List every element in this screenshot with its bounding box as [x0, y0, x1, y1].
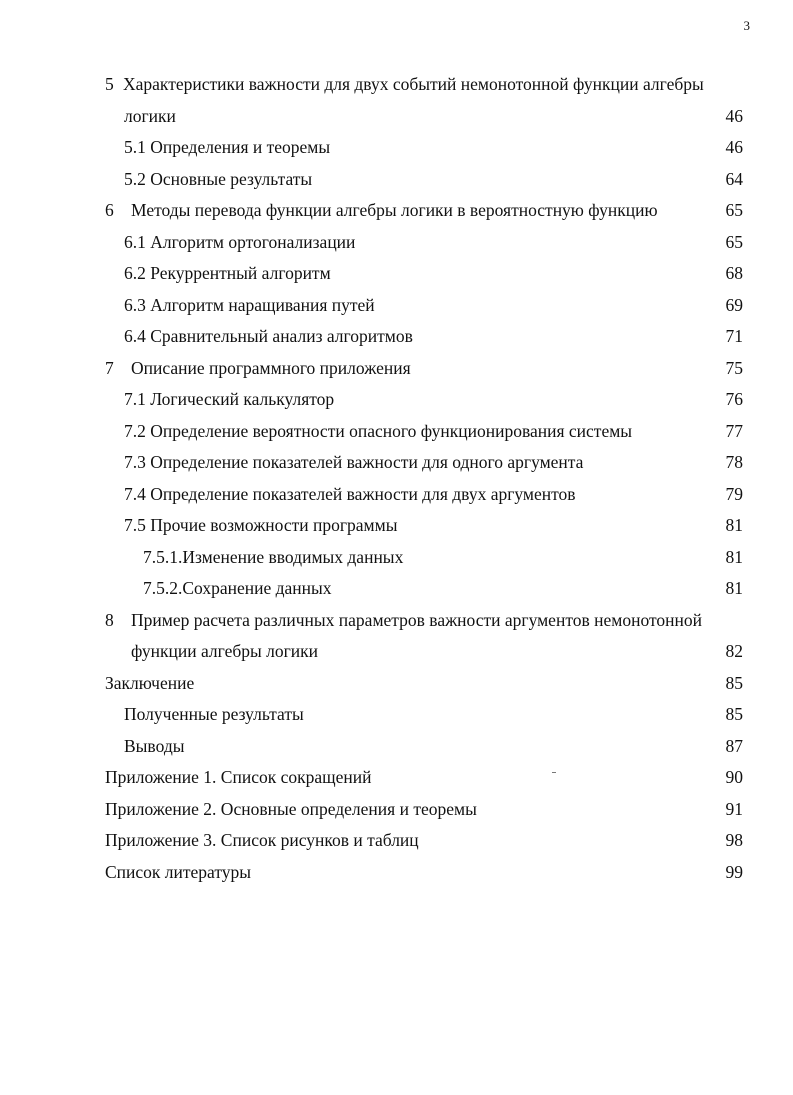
toc-entry-title: функции алгебры логики: [131, 641, 319, 661]
toc-entry-appendix-1: [0, 763, 793, 791]
toc-entry-page: 98: [725, 830, 743, 850]
toc-entry-results: [0, 700, 793, 728]
toc-entry-page: 76: [725, 389, 743, 409]
toc-entry-title: Выводы: [124, 736, 185, 756]
toc-entry-number: 6: [105, 200, 114, 220]
toc-entry-5-2: [0, 165, 793, 193]
toc-entry-6-3: [0, 291, 793, 319]
toc-entry-title: Описание программного приложения: [131, 358, 411, 378]
toc-entry-number: 7: [105, 358, 114, 378]
toc-entry-7-5-2: [0, 574, 793, 602]
toc-entry-6-2: [0, 259, 793, 287]
toc-entry-title: 6.4 Сравнительный анализ алгоритмов: [124, 326, 413, 346]
toc-entry-8: [0, 606, 793, 634]
toc-entry-title: логики: [124, 106, 176, 126]
toc-entry-title: 6.1 Алгоритм ортогонализации: [124, 232, 356, 252]
toc-entry-7-2: [0, 417, 793, 445]
toc-entry-page: 91: [725, 799, 743, 819]
toc-entry-title: Приложение 2. Основные определения и теоремы: [105, 799, 477, 819]
toc-entry-6: [0, 196, 793, 224]
toc-entry-page: 90: [725, 767, 743, 787]
toc-entry-6-1: [0, 228, 793, 256]
toc-entry-title: Заключение: [105, 673, 195, 693]
toc-entry-5-1: [0, 133, 793, 161]
toc-entry-page: 85: [725, 704, 743, 724]
toc-entry-7-1: [0, 385, 793, 413]
toc-entry-title: 5.1 Определения и теоремы: [124, 137, 331, 157]
toc-entry-page: 77: [725, 421, 743, 441]
toc-entry-title: Характеристики важности для двух событий немонотонной функции алгебры: [123, 74, 704, 94]
toc-entry-page: 82: [725, 641, 743, 661]
toc-entry-references: [0, 858, 793, 886]
toc-entry-conclusion: [0, 669, 793, 697]
toc-entry-title: 7.5.2.Сохранение данных: [143, 578, 332, 598]
toc-entry-title: 7.2 Определение вероятности опасного функционирования системы: [124, 421, 633, 441]
page-number: 3: [743, 18, 750, 33]
toc-entry-7: [0, 354, 793, 382]
toc-entry-8-continued: [0, 637, 793, 665]
toc-entry-page: 71: [725, 326, 743, 346]
toc-entry-title: 6.2 Рекуррентный алгоритм: [124, 263, 331, 283]
toc-entry-page: 46: [725, 137, 743, 157]
toc-entry-title: Приложение 3. Список рисунков и таблиц: [105, 830, 419, 850]
toc-entry-title: 5.2 Основные результаты: [124, 169, 313, 189]
toc-entry-5-continued: [0, 102, 793, 130]
toc-entry-page: 79: [725, 484, 743, 504]
toc-entry-page: 81: [725, 547, 743, 567]
toc-entry-5: [0, 70, 793, 98]
toc-entry-page: 81: [725, 515, 743, 535]
toc-entry-page: 78: [725, 452, 743, 472]
toc-entry-page: 46: [725, 106, 743, 126]
toc-entry-title: 7.1 Логический калькулятор: [124, 389, 335, 409]
toc-entry-page: 65: [725, 200, 743, 220]
toc-entry-number: 8: [105, 610, 114, 630]
toc-entry-page: 81: [725, 578, 743, 598]
toc-entry-title: 6.3 Алгоритм наращивания путей: [124, 295, 375, 315]
toc-entry-page: 64: [725, 169, 743, 189]
toc-entry-page: 65: [725, 232, 743, 252]
toc-entry-title: Пример расчета различных параметров важности аргументов немонотонной: [131, 610, 702, 630]
scan-speck: [552, 772, 556, 773]
toc-entry-appendix-2: [0, 795, 793, 823]
toc-entry-title: 7.5.1.Изменение вводимых данных: [143, 547, 404, 567]
toc-entry-7-3: [0, 448, 793, 476]
toc-entry-7-5-1: [0, 543, 793, 571]
toc-entry-title: Полученные результаты: [124, 704, 304, 724]
toc-entry-title: Приложение 1. Список сокращений: [105, 767, 372, 787]
toc-entry-findings: [0, 732, 793, 760]
toc-entry-title: 7.5 Прочие возможности программы: [124, 515, 398, 535]
toc-entry-page: 99: [725, 862, 743, 882]
toc-entry-number: 5: [105, 74, 114, 94]
toc-entry-page: 68: [725, 263, 743, 283]
toc-entry-7-5: [0, 511, 793, 539]
toc-entry-appendix-3: [0, 826, 793, 854]
toc-entry-page: 75: [725, 358, 743, 378]
toc-entry-7-4: [0, 480, 793, 508]
toc-entry-page: 87: [725, 736, 743, 756]
toc-entry-title: Методы перевода функции алгебры логики в вероятностную функцию: [131, 200, 658, 220]
toc-entry-6-4: [0, 322, 793, 350]
toc-entry-title: 7.4 Определение показателей важности для двух аргументов: [124, 484, 576, 504]
toc-entry-page: 85: [725, 673, 743, 693]
toc-entry-page: 69: [725, 295, 743, 315]
toc-entry-title: 7.3 Определение показателей важности для одного аргумента: [124, 452, 584, 472]
toc-entry-title: Список литературы: [105, 862, 252, 882]
